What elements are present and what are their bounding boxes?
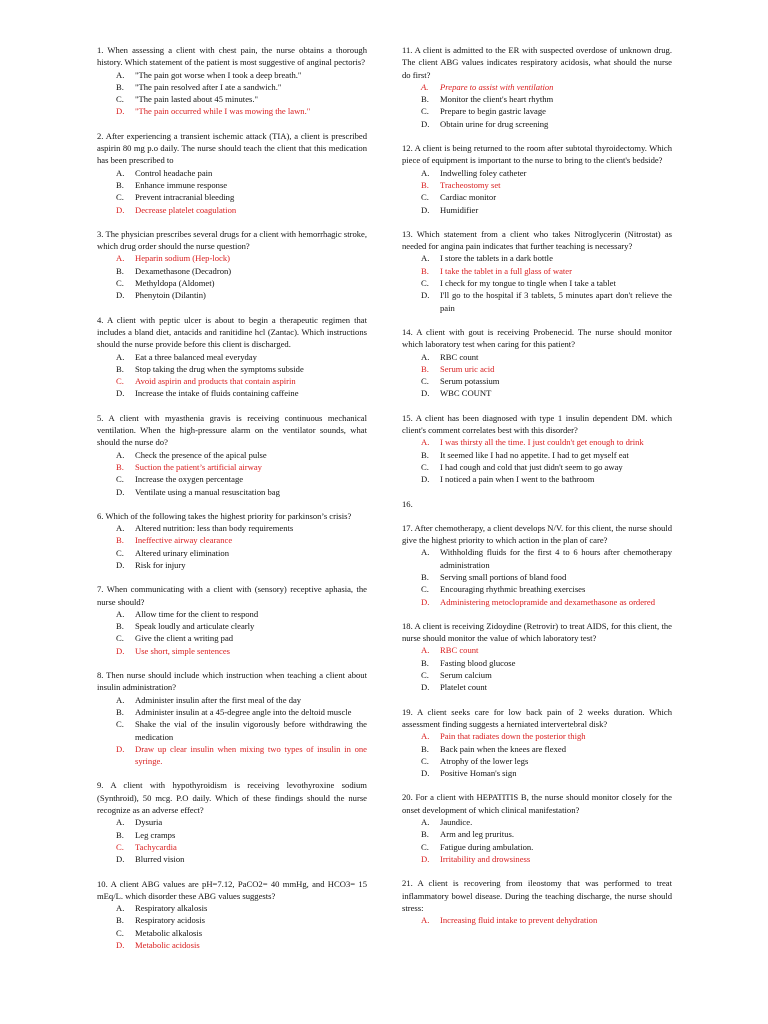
option-letter: B. <box>421 449 429 460</box>
question-stem: 7. When communicating with a client with (sensory) receptive aphasia, the nurse should? <box>97 584 367 607</box>
question-item <box>402 326 672 400</box>
option-letter: A. <box>116 903 125 914</box>
option-letter: A. <box>116 167 125 178</box>
option-letter: D. <box>421 768 430 779</box>
option-letter: B. <box>421 363 429 374</box>
answer-option <box>97 473 367 485</box>
question-stem: 16. <box>402 498 413 509</box>
option-text: It seemed like I had no appetite. I had to get myself eat <box>440 449 629 460</box>
option-letter: D. <box>421 682 430 693</box>
question-item <box>97 510 367 571</box>
answer-options <box>402 167 672 216</box>
option-text: Obtain urine for drug screening <box>440 118 549 129</box>
option-letter: C. <box>421 376 429 387</box>
option-text: Draw up clear insulin when mixing two types of insulin in one syringe. <box>135 743 367 767</box>
answer-option <box>402 449 672 461</box>
correct-answer-option <box>97 461 367 473</box>
option-text: Increase the intake of fluids containing caffeine <box>135 388 299 399</box>
answer-option <box>97 277 367 289</box>
option-text: Phenytoin (Dilantin) <box>135 290 206 301</box>
option-text: Fatigue during ambulation. <box>440 841 534 852</box>
question-stem: 12. A client is being returned to the room after subtotal thyroidectomy. Which piece of equipment is important to the nurse to bring to the client's bedside? <box>402 143 672 166</box>
option-text: Methyldopa (Aldomet) <box>135 278 215 289</box>
question-item <box>402 498 672 510</box>
option-letter: D. <box>421 853 430 864</box>
option-text: Dexamethasone (Decadron) <box>135 265 232 276</box>
correct-answer-option <box>402 179 672 191</box>
option-text: "The pain lasted about 45 minutes." <box>135 94 259 105</box>
option-text: RBC count <box>440 645 479 656</box>
answer-option <box>97 927 367 939</box>
question-stem: 6. Which of the following takes the highest priority for parkinson’s crisis? <box>97 510 352 521</box>
option-text: Prepare to assist with ventilation <box>440 81 554 92</box>
question-item <box>97 669 367 767</box>
answer-option <box>402 816 672 828</box>
answer-option <box>402 191 672 203</box>
question-stem: 17. After chemotherapy, a client develops N/V. for this client, the nurse should give the highest priority to which action in the plan of care? <box>402 522 672 546</box>
question-stem: 5. A client with myasthenia gravis is receiving continuous mechanical ventilation. When the high-pressure alarm on the ventilator sounds, what should the nurse do? <box>97 412 367 448</box>
option-letter: C. <box>116 192 124 203</box>
correct-answer-option <box>97 105 367 117</box>
correct-answer-option <box>97 743 367 768</box>
answer-option <box>97 559 367 571</box>
question-item <box>402 44 672 130</box>
answer-options <box>97 167 367 216</box>
left-column <box>97 44 367 963</box>
correct-answer-option <box>402 853 672 865</box>
option-letter: C. <box>421 755 429 766</box>
option-text: Tracheostomy set <box>440 179 501 190</box>
question-item <box>402 142 672 216</box>
option-letter: C. <box>116 474 124 485</box>
option-text: Decrease platelet coagulation <box>135 204 237 215</box>
option-letter: B. <box>421 94 429 105</box>
option-text: Give the client a writing pad <box>135 633 234 644</box>
answer-options <box>97 449 367 498</box>
option-text: Allow time for the client to respond <box>135 608 259 619</box>
option-text: Ineffective airway clearance <box>135 535 233 546</box>
option-text: Back pain when the knees are flexed <box>440 743 566 754</box>
option-letter: D. <box>116 106 125 117</box>
correct-answer-option <box>97 534 367 546</box>
option-text: Platelet count <box>440 682 488 693</box>
option-text: Respiratory alkalosis <box>135 903 208 914</box>
option-text: Control headache pain <box>135 167 213 178</box>
option-letter: B. <box>116 915 124 926</box>
answer-option <box>97 829 367 841</box>
option-text: Metabolic alkalosis <box>135 927 203 938</box>
option-letter: A. <box>116 523 125 534</box>
option-text: Atrophy of the lower legs <box>440 755 529 766</box>
correct-answer-option <box>402 914 672 926</box>
answer-option <box>402 828 672 840</box>
answer-option <box>97 620 367 632</box>
answer-option <box>402 461 672 473</box>
option-text: Positive Homan's sign <box>440 768 517 779</box>
answer-options <box>97 694 367 768</box>
option-letter: D. <box>421 204 430 215</box>
answer-option <box>402 546 672 571</box>
answer-option <box>402 387 672 399</box>
option-letter: A. <box>421 731 430 742</box>
answer-options <box>97 252 367 301</box>
option-letter: D. <box>116 388 125 399</box>
answer-option <box>402 571 672 583</box>
option-text: I had cough and cold that just didn't seem to go away <box>440 461 623 472</box>
option-text: Prepare to begin gastric lavage <box>440 106 546 117</box>
option-text: Dysuria <box>135 817 163 828</box>
option-letter: B. <box>421 179 429 190</box>
option-text: Pain that radiates down the posterior thigh <box>440 731 586 742</box>
answer-option <box>97 351 367 363</box>
option-letter: B. <box>116 265 124 276</box>
option-text: Administer insulin at a 45-degree angle into the deltoid muscle <box>135 706 352 717</box>
answer-options <box>97 522 367 571</box>
answer-option <box>402 93 672 105</box>
option-letter: C. <box>116 94 124 105</box>
question-item <box>402 412 672 486</box>
correct-answer-option <box>402 596 672 608</box>
option-text: RBC count <box>440 351 479 362</box>
option-letter: A. <box>116 351 125 362</box>
question-item <box>402 877 672 926</box>
question-item <box>97 44 367 118</box>
question-item <box>97 314 367 400</box>
option-letter: B. <box>421 265 429 276</box>
option-letter: B. <box>116 621 124 632</box>
question-stem: 9. A client with hypothyroidism is receiving levothyroxine sodium (Synthroid), 50 mcg. P.O daily. Which of these findings should the nurse recognize as an adverse effect? <box>97 780 367 816</box>
answer-option <box>402 105 672 117</box>
answer-option <box>97 191 367 203</box>
option-text: Check the presence of the apical pulse <box>135 449 267 460</box>
answer-options <box>402 81 672 130</box>
question-stem: 1. When assessing a client with chest pain, the nurse obtains a thorough history. Which statement of the patient is most suggestive of anginal pectoris? <box>97 45 367 68</box>
answer-option <box>97 81 367 93</box>
option-letter: C. <box>421 670 429 681</box>
option-letter: A. <box>116 69 125 80</box>
option-letter: D. <box>116 743 125 754</box>
option-text: Indwelling foley catheter <box>440 167 527 178</box>
answer-option <box>402 767 672 779</box>
answer-option <box>402 583 672 595</box>
option-text: Respiratory acidosis <box>135 915 205 926</box>
option-letter: A. <box>116 253 125 264</box>
option-text: Altered urinary elimination <box>135 547 230 558</box>
correct-answer-option <box>97 841 367 853</box>
option-letter: B. <box>116 363 124 374</box>
answer-option <box>402 743 672 755</box>
answer-option <box>402 351 672 363</box>
answer-option <box>97 706 367 718</box>
option-letter: B. <box>116 461 124 472</box>
option-text: I check for my tongue to tingle when I take a tablet <box>440 278 616 289</box>
option-letter: D. <box>421 388 430 399</box>
option-letter: C. <box>421 106 429 117</box>
option-letter: C. <box>116 547 124 558</box>
answer-option <box>97 167 367 179</box>
option-text: Speak loudly and articulate clearly <box>135 621 255 632</box>
answer-option <box>97 853 367 865</box>
question-item <box>97 878 367 952</box>
question-stem: 20. For a client with HEPATITIS B, the nurse should monitor closely for the onset development of which clinical manifestation? <box>402 792 672 815</box>
answer-option <box>97 816 367 828</box>
option-text: Risk for injury <box>135 559 186 570</box>
answer-option <box>402 167 672 179</box>
option-letter: A. <box>421 81 429 92</box>
option-letter: C. <box>421 461 429 472</box>
answer-option <box>97 547 367 559</box>
correct-answer-option <box>402 644 672 656</box>
option-letter: A. <box>116 608 125 619</box>
answer-options <box>402 816 672 865</box>
option-text: Monitor the client's heart rhythm <box>440 94 554 105</box>
answer-option <box>402 289 672 314</box>
question-stem: 10. A client ABG values are pH=7.12, PaCO2= 40 mmHg, and HCO3= 15 mEq/L. which disorder these ABG values suggests? <box>97 878 367 901</box>
option-letter: D. <box>116 204 125 215</box>
answer-option <box>402 669 672 681</box>
answer-option <box>97 632 367 644</box>
option-letter: D. <box>421 118 430 129</box>
answer-option <box>97 387 367 399</box>
answer-option <box>97 718 367 743</box>
option-text: Withholding fluids for the first 4 to 6 hours after chemotherapy administration <box>440 547 672 570</box>
answer-option <box>97 265 367 277</box>
option-text: Serum calcium <box>440 670 492 681</box>
answer-option <box>97 608 367 620</box>
option-text: Altered nutrition: less than body requirements <box>135 523 294 534</box>
question-stem: 14. A client with gout is receiving Probenecid. The nurse should monitor which laboratory test when caring for this patient? <box>402 326 672 350</box>
option-letter: C. <box>116 927 124 938</box>
option-letter: C. <box>116 841 124 852</box>
answer-options <box>97 816 367 865</box>
answer-option <box>402 755 672 767</box>
answer-option <box>97 914 367 926</box>
option-text: Increasing fluid intake to prevent dehydration <box>440 915 598 926</box>
option-text: I store the tablets in a dark bottle <box>440 253 553 264</box>
question-stem: 15. A client has been diagnosed with type 1 insulin dependent DM. which client's comment correlates best with this disorder? <box>402 412 672 436</box>
correct-answer-option <box>97 645 367 657</box>
question-stem: 11. A client is admitted to the ER with suspected overdose of unknown drug. The client ABG values indicates respiratory acidosis, what should the nurse do first? <box>402 45 672 80</box>
answer-option <box>402 375 672 387</box>
option-letter: A. <box>116 694 125 705</box>
option-letter: D. <box>421 290 430 301</box>
option-letter: B. <box>116 179 124 190</box>
option-letter: D. <box>116 290 125 301</box>
question-item <box>402 620 672 694</box>
option-text: Metabolic acidosis <box>135 940 200 950</box>
option-text: "The pain resolved after I ate a sandwich." <box>135 81 282 92</box>
option-text: I take the tablet in a full glass of water <box>440 265 572 276</box>
correct-answer-option <box>97 252 367 264</box>
question-item <box>97 228 367 302</box>
question-stem: 19. A client seeks care for low back pain of 2 weeks duration. Which assessment finding suggests a herniated intervertebral disk? <box>402 706 672 729</box>
correct-answer-option <box>402 730 672 742</box>
option-letter: D. <box>116 940 125 950</box>
answer-options <box>97 351 367 400</box>
question-item <box>402 522 672 608</box>
option-text: Use short, simple sentences <box>135 645 230 656</box>
option-letter: B. <box>116 535 124 546</box>
right-column <box>402 44 672 938</box>
answer-option <box>402 252 672 264</box>
answer-options <box>97 608 367 657</box>
question-item <box>97 779 367 865</box>
question-stem: 4. A client with peptic ulcer is about to begin a therapeutic regimen that includes a bland diet, antacids and ranitidine hcl (Zantac). Which instructions should the nurse provide before this client is discharged. <box>97 314 367 350</box>
option-text: I noticed a pain when I went to the bathroom <box>440 474 595 485</box>
option-text: Arm and leg pruritus. <box>440 829 514 840</box>
option-letter: D. <box>116 559 125 570</box>
option-letter: B. <box>421 657 429 668</box>
option-letter: A. <box>421 351 430 362</box>
answer-option <box>402 204 672 216</box>
question-item <box>97 412 367 498</box>
question-item <box>402 791 672 865</box>
answer-options <box>97 69 367 118</box>
option-text: Fasting blood glucose <box>440 657 516 668</box>
question-stem: 8. Then nurse should include which instruction when teaching a client about insulin administration? <box>97 670 367 693</box>
option-letter: D. <box>116 486 125 497</box>
option-letter: C. <box>116 633 124 644</box>
answer-option <box>97 69 367 81</box>
option-letter: B. <box>421 829 429 840</box>
answer-options <box>97 902 367 951</box>
answer-option <box>97 522 367 534</box>
answer-options <box>402 436 672 485</box>
option-text: Tachycardia <box>135 841 177 852</box>
option-letter: A. <box>116 449 125 460</box>
option-letter: C. <box>421 584 429 595</box>
answer-option <box>97 449 367 461</box>
option-text: Suction the patient’s artificial airway <box>135 461 262 472</box>
correct-answer-option <box>402 81 672 93</box>
answer-option <box>402 841 672 853</box>
option-text: "The pain got worse when I took a deep breath." <box>135 69 302 80</box>
option-letter: A. <box>421 915 430 926</box>
option-text: Increase the oxygen percentage <box>135 474 244 485</box>
question-stem: 13. Which statement from a client who takes Nitroglycerin (Nitrostat) as needed for angina pain indicates that further teaching is necessary? <box>402 228 672 252</box>
answer-options <box>402 252 672 313</box>
answer-options <box>402 644 672 693</box>
answer-option <box>402 277 672 289</box>
option-text: Humidifier <box>440 204 479 215</box>
option-letter: D. <box>421 596 430 607</box>
option-letter: A. <box>421 437 430 448</box>
option-text: WBC COUNT <box>440 388 492 399</box>
option-text: Administer insulin after the first meal of the day <box>135 694 302 705</box>
option-text: I was thirsty all the time. I just couldn't get enough to drink <box>440 437 644 448</box>
question-item <box>402 706 672 780</box>
option-text: Shake the vial of the insulin vigorously before withdrawing the medication <box>135 719 367 742</box>
option-text: Prevent intracranial bleeding <box>135 192 235 203</box>
option-text: Irritability and drowsiness <box>440 853 531 864</box>
option-letter: D. <box>116 854 125 865</box>
option-letter: A. <box>421 253 430 264</box>
option-letter: D. <box>116 645 125 656</box>
answer-option <box>97 486 367 498</box>
answer-options <box>402 730 672 779</box>
option-letter: B. <box>116 706 124 717</box>
correct-answer-option <box>402 363 672 375</box>
option-letter: A. <box>116 817 125 828</box>
option-letter: B. <box>116 81 124 92</box>
option-text: Ventilate using a manual resuscitation bag <box>135 486 280 497</box>
option-text: Serum potassium <box>440 376 500 387</box>
option-letter: B. <box>421 571 429 582</box>
option-text: I'll go to the hospital if 3 tablets, 5 minutes apart don't relieve the pain <box>440 290 672 313</box>
option-letter: C. <box>421 841 429 852</box>
option-text: Blurred vision <box>135 854 185 865</box>
option-letter: C. <box>421 278 429 289</box>
option-letter: C. <box>116 376 124 387</box>
option-text: Jaundice. <box>440 817 473 828</box>
option-text: Enhance immune response <box>135 179 228 190</box>
correct-answer-option <box>402 265 672 277</box>
answer-options <box>402 351 672 400</box>
correct-answer-option <box>402 436 672 448</box>
question-stem: 18. A client is receiving Zidoydine (Retrovir) to treat AIDS, for this client, the nurse should monitor the value of which laboratory test? <box>402 620 672 644</box>
answer-options <box>402 914 672 926</box>
option-letter: A. <box>421 167 430 178</box>
option-text: Stop taking the drug when the symptoms subside <box>135 363 304 374</box>
answer-option <box>97 93 367 105</box>
question-item <box>97 583 367 657</box>
option-letter: A. <box>421 645 430 656</box>
answer-option <box>97 902 367 914</box>
option-text: Encouraging rhythmic breathing exercises <box>440 584 586 595</box>
answer-option <box>402 657 672 669</box>
question-item <box>402 228 672 314</box>
answer-option <box>402 681 672 693</box>
option-text: Heparin sodium (Hep-lock) <box>135 253 230 264</box>
question-item <box>97 130 367 216</box>
option-text: Serum uric acid <box>440 363 495 374</box>
option-letter: C. <box>116 278 124 289</box>
correct-answer-option <box>97 375 367 387</box>
option-text: Eat a three balanced meal everyday <box>135 351 257 362</box>
option-text: Serving small portions of bland food <box>440 571 567 582</box>
correct-answer-option <box>97 939 367 951</box>
option-letter: A. <box>421 547 430 558</box>
option-text: Leg cramps <box>135 829 176 840</box>
option-letter: B. <box>116 829 124 840</box>
question-stem: 3. The physician prescribes several drugs for a client with hemorrhagic stroke, which drug order should the nurse question? <box>97 228 367 252</box>
option-letter: D. <box>421 474 430 485</box>
option-letter: C. <box>116 719 124 730</box>
option-text: "The pain occurred while I was mowing the lawn." <box>135 106 311 117</box>
answer-option <box>402 118 672 130</box>
answer-option <box>97 289 367 301</box>
option-letter: C. <box>421 192 429 203</box>
option-letter: B. <box>421 743 429 754</box>
option-text: Administering metoclopramide and dexamethasone as ordered <box>440 596 656 607</box>
answer-options <box>402 546 672 607</box>
option-text: Cardiac monitor <box>440 192 497 203</box>
question-stem: 2. After experiencing a transient ischemic attack (TIA), a client is prescribed aspirin 80 mg p.o daily. The nurse should teach the client that this medication has been prescribed to <box>97 130 367 166</box>
question-stem: 21. A client is recovering from ileostomy that was performed to treat inflammatory bowel disease. During the teaching discharge, the nurse should stress: <box>402 878 672 913</box>
option-letter: A. <box>421 817 430 828</box>
option-text: Avoid aspirin and products that contain aspirin <box>135 376 296 387</box>
answer-option <box>97 694 367 706</box>
answer-option <box>97 363 367 375</box>
answer-option <box>97 179 367 191</box>
answer-option <box>402 473 672 485</box>
correct-answer-option <box>97 204 367 216</box>
